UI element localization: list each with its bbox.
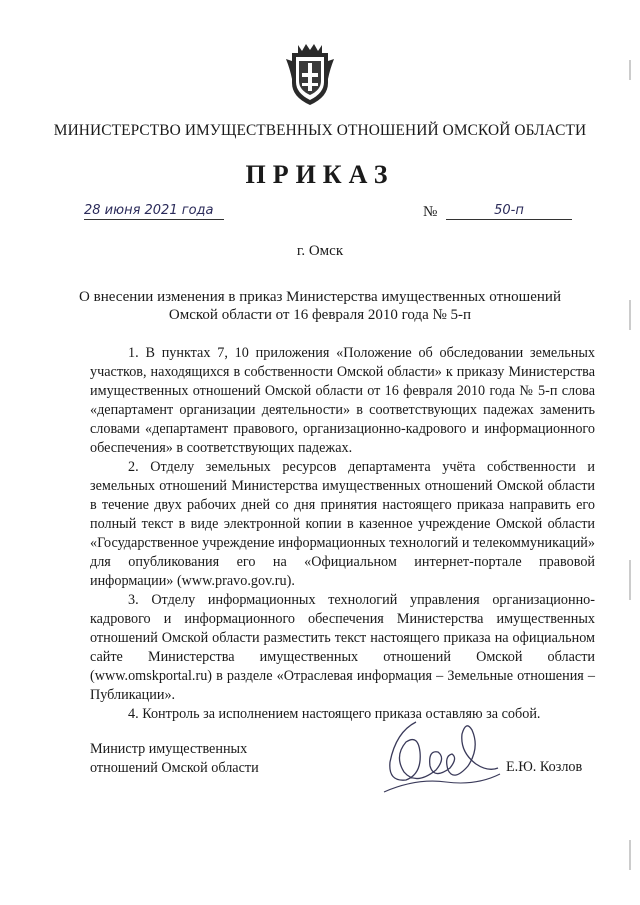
- order-number-label: №: [423, 204, 438, 220]
- position-line: Министр имущественных: [90, 741, 248, 757]
- scan-edge-marks: [628, 0, 632, 905]
- order-number: 50-п: [446, 203, 572, 220]
- paragraph-1: 1. В пунктах 7, 10 приложения «Положение об обследовании земельных участков, находящихся в собственности Омской области» к приказу Министерства имущественных отношений Омской области от 16 февраля 2010 года № 5-п слова «департамент организации деятельности» в соответствующих падежах заменить словами «департамент правового, организационно-кадрового и информационного обеспечения» в соответствующих падежах.: [90, 345, 595, 456]
- handwritten-signature-icon: [376, 712, 506, 802]
- coat-of-arms-icon: [284, 39, 336, 109]
- order-subject: [40, 288, 600, 324]
- signatory-position: [90, 740, 259, 778]
- ministry-name: МИНИСТЕРСТВО ИМУЩЕСТВЕННЫХ ОТНОШЕНИЙ ОМСКОЙ ОБЛАСТИ: [53, 122, 587, 139]
- paragraph-4: 4. Контроль за исполнением настоящего приказа оставляю за собой.: [128, 706, 541, 722]
- signatory-name: Е.Ю. Козлов: [506, 759, 583, 775]
- city: г. Омск: [296, 243, 344, 259]
- paragraph-2: 2. Отделу земельных ресурсов департамента учёта собственности и земельных отношений Министерства имущественных отношений Омской области в течение двух рабочих дней со дня принятия настоящего приказа направить его полный текст в виде электронной копии в казенное учреждение Омской области «Государственное учреждение информационных технологий и телекоммуникаций» для опубликования его на «Официальном интернет-портале правовой информации» (www.pravo.gov.ru).: [90, 459, 595, 589]
- order-body: [90, 344, 595, 724]
- document-title: ПРИКАЗ: [245, 160, 395, 189]
- subject-line: О внесении изменения в приказ Министерства имущественных отношений: [79, 289, 561, 305]
- subject-line: Омской области от 16 февраля 2010 года № 5-п: [168, 307, 472, 323]
- position-line: отношений Омской области: [90, 760, 259, 776]
- order-date: 28 июня 2021 года: [84, 203, 224, 220]
- paragraph-3: 3. Отделу информационных технологий управления организационно-кадрового и информационного обеспечения Министерства имущественных отношений Омской области разместить текст настоящего приказа на официальном сайте Министерства имущественных отношений Омской области (www.omskportal.ru) в разделе «Отраслевая информация – Земельные отношения – Публикации».: [90, 592, 595, 703]
